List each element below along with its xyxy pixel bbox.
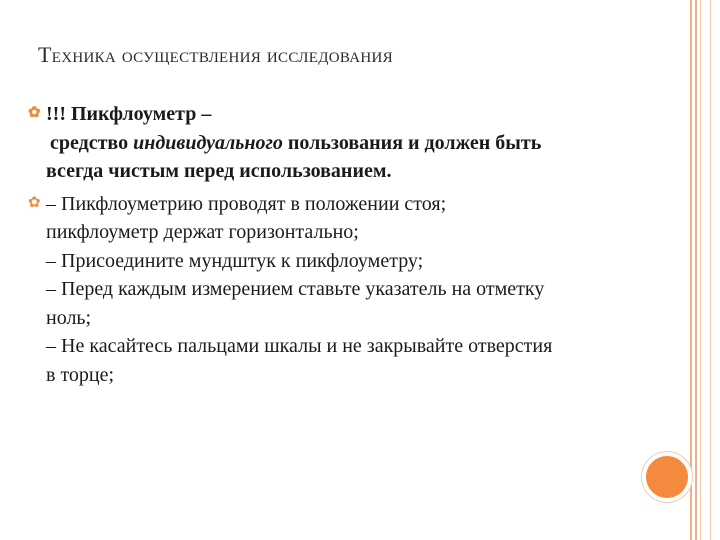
bullet1-line3: всегда чистым перед использованием. [46,160,392,182]
gear-bullet-icon: ✿ [28,105,41,121]
title-first-letter: Т [38,42,52,67]
bullet2-line: в торце; [46,363,115,386]
stripe [690,0,692,540]
bullet1-line1: !!! Пикфлоуметр – [46,103,212,125]
stripe [710,0,711,540]
stripe [700,0,701,540]
bullet2-line: – Не касайтесь пальцами шкалы и не закрывайте отверстия [46,335,553,357]
slide-content [28,100,678,389]
bullet1-line2-c: пользования и должен быть [282,131,542,154]
bullet2-line: – Пикфлоуметрию проводят в положении стоя; [46,192,447,215]
stripe [695,0,697,540]
slide-title [38,42,393,68]
title-rest: ехника осуществления исследования [51,42,393,67]
bullet-item-2 [28,190,678,390]
bullet1-line2 [46,129,678,158]
bullet1-line2-a: средство [50,131,134,154]
bullet2-line: – Перед каждым измерением ставьте указатель на отметку [46,278,545,300]
bullet2-line: ноль; [46,306,92,329]
decorative-orange-circle [642,452,692,502]
bullet2-line: пикфлоуметр держат горизонтально; [46,221,359,243]
gear-bullet-icon: ✿ [28,194,41,211]
decorative-side-stripes [690,0,720,540]
bullet1-line2-emphasis: индивидуального [133,131,283,154]
bullet-item-1 [28,100,678,186]
bullet2-line: – Присоедините мундштук к пикфлоуметру; [46,249,424,272]
